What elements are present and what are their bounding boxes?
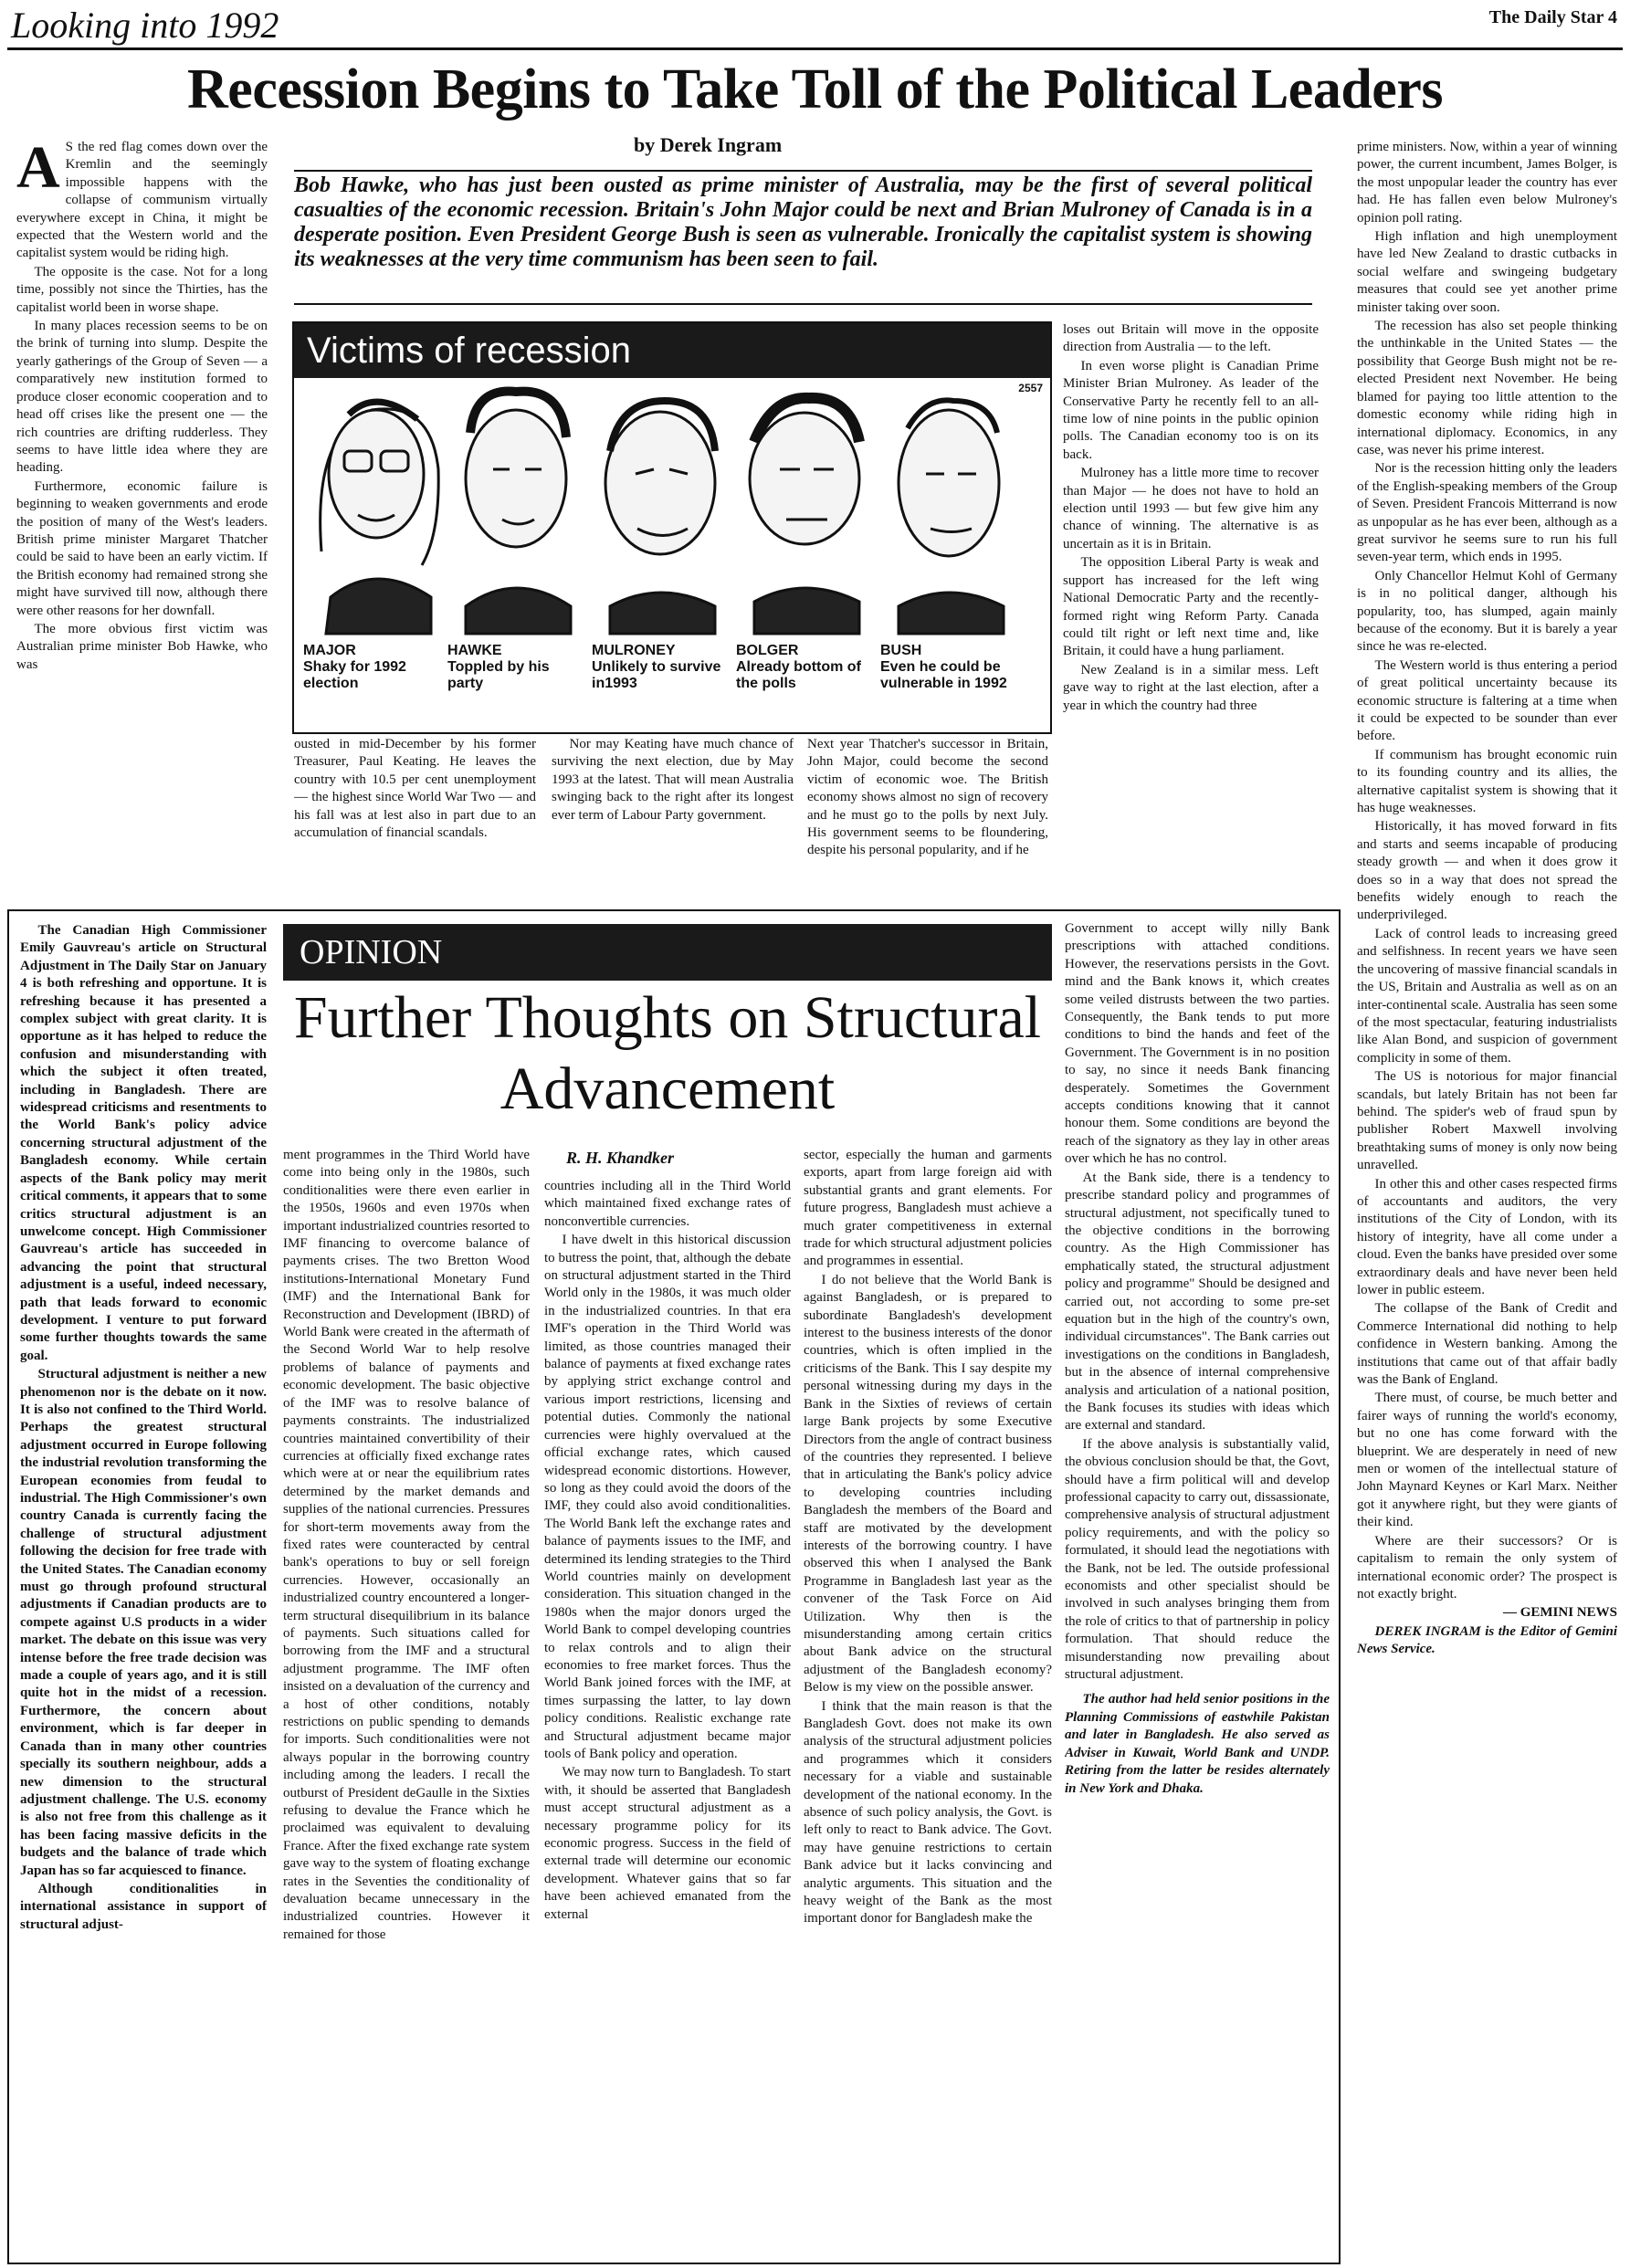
leader-status: Toppled by his party	[447, 659, 550, 691]
paragraph: If the above analysis is substantially valid, the obvious conclusion should be that, the Govt, should have a firm political will and develop professional capacity to carry out, dissassionate, comprehensive analysis of structural adjustment policy requirements, and with the policy so formulated, it should lead the negotiations with the Bank, not be led. The outside professional economists and other specialist should be involved in such analyses bringing them from the role of critics to that of partnership in policy formulation. That should reduce the misunderstanding now prevailing about structural adjustment.	[1065, 1436, 1330, 1683]
leader-caption	[592, 643, 729, 692]
paragraph: Nor may Keating have much chance of surviving the next election, due by May 1993 at the latest. That will mean Australia swinging back to the right after its longest ever term of Labour Party government.	[552, 737, 794, 823]
paragraph: New Zealand is in a similar mess. Left gave way to right at the last election, after a year in which the country had three	[1063, 662, 1319, 713]
paragraph: If communism has brought economic ruin to its founding country and its allies, the alternative capitalist system is showing that it has huge weaknesses.	[1357, 747, 1617, 816]
paragraph: The opposite is the case. Not for a long time, possibly not since the Thirties, has the capitalist world been in worse shape.	[16, 264, 268, 315]
article-column-1	[16, 139, 268, 887]
article-column-4	[1063, 321, 1319, 906]
paragraph: prime ministers. Now, within a year of winning power, the current incumbent, James Bolger, is the most unpopular leader the country has ever had. He has fallen even below Mulroney's opinion poll rating.	[1357, 140, 1617, 226]
leader-caption	[303, 643, 440, 692]
standfirst-rule-bottom	[294, 303, 1312, 305]
paragraph: The opposition Liberal Party is weak and support has increased for the left wing National Democratic Party and the recently-formed right wing Reform Party. Canada could tilt right or left next time and, like Britain, it could have a hung parliament.	[1063, 555, 1319, 659]
leader-name: BUSH	[880, 643, 922, 658]
author-bio: DEREK INGRAM is the Editor of Gemini News Service.	[1357, 1623, 1617, 1657]
paragraph: Nor is the recession hitting only the leaders of the English-speaking members of the Group of Seven. President Francois Mitterrand is now as unpopular as he has ever been, although as a great survivor he seems sure to run his full seven-year term, which ends in 1995.	[1357, 461, 1617, 565]
paragraph: S the red flag comes down over the Kremlin and the seemingly impossible happens with the collapse of communism virtually everywhere except in China, it might be expected that the Western world and the capitalist system would be riding high.	[16, 140, 268, 261]
caricature-mulroney	[605, 401, 715, 634]
paragraph: ment programmes in the Third World have come into being only in the 1980s, such conditionalities were there even earlier in the 1950s, 1960s and even 1970s when important industrialized countries resorted to IMF financing to overcome balance of payments crises. The two Bretton Wood institutions-International Monetary Fund (IMF) and the International Bank for Reconstruction and Development (IBRD) of World Bank were created in the aftermath of the Second World War to help resolve problems of balance of payments and economic development. The basic objective of the IMF was to resolve balance of payments constraints. The industrialized countries maintained convertibility of their currencies at officially fixed exchange rates which were at or near the equilibrium rates determined by the market demands and supplies of the national currencies. Pressures for short-term movements away from the fixed rates were counteracted by central bank's operations to buy or sell foreign currencies. However, occasionally an industrialized country encountered a longer-term structural disequilibrium in its balance of payments. Such situations called for borrowing from the IMF and a structural adjustment programme. The IMF often insisted on a devaluation of the currency and a host of other conditions, notably restrictions on public spending to demands for imports. Such conditionalities were not always popular in the borrowing country including among the leaders. I recall the outburst of President deGaulle in the Sixties refusing to devalue the France which he proclaimed was equivalent to devaluing France. After the fixed exchange rate system gave way to the system of floating exchange rates in the Seventies the conditionality of devaluation became unnecessary in the industrialized countries. However it remained for those	[283, 1148, 530, 1942]
opinion-title: Further Thoughts on Structural Advancement	[293, 984, 1042, 1122]
panel-title: Victims of recession	[294, 323, 1050, 378]
leader-name: MULRONEY	[592, 643, 676, 658]
opinion-column-4	[804, 1147, 1052, 2259]
paragraph: There must, of course, be much better and fairer ways of running the world's economy, but no one has come forward with the blueprint. We are desperately in need of new men or women of the intellectual stature of John Maynard Keynes or Karl Marx. Neither got it anywhere right, but they were giants of their kind.	[1357, 1391, 1617, 1530]
leader-name: HAWKE	[447, 643, 502, 658]
paragraph: The Canadian High Commissioner Emily Gauvreau's article on Structural Adjustment in The Daily Star on January 4 is both refreshing and opportune. It is refreshing because it has presented a complex subject with great clarity. It is opportune as it has helped to reduce the confusion and misunderstanding with which the subject it often treated, including in Bangladesh. There are widespread criticisms and resentments to the World Bank's policy advice concerning structural adjustment of the Bangladesh economy. While certain aspects of the Bank policy may merit critical comments, it appears that to some critics structural adjustment is an unwelcome concept. High Commissioner Gauvreau's article has succeeded in advancing the point that structural adjustment is a useful, indeed necessary, path that leads forward to economic development. I venture to put forward some further thoughts towards the same goal.	[20, 923, 267, 1363]
paragraph: loses out Britain will move in the opposite direction from Australia — to the left.	[1063, 322, 1319, 355]
leader-caption	[447, 643, 584, 692]
leader-name: BOLGER	[736, 643, 799, 658]
paragraph: In even worse plight is Canadian Prime Minister Brian Mulroney. As leader of the Conservative Party he recently fell to an all-time low of nine points in the public opinion polls. The Canadian economy too is on its back.	[1063, 358, 1319, 462]
caricature-major	[321, 402, 439, 634]
paragraph: Historically, it has moved forward in fits and starts and seems incapable of producing steady growth — and when it does grow it does so in a way that does not spread the benefits widely enough to reach the underprivileged.	[1357, 819, 1617, 923]
opinion-column-5	[1065, 920, 1330, 2259]
paragraph: In other this and other cases respected firms of accountants and auditors, the very institutions of the City of London, with its history of integrity, have all come under a cloud. Even the banks have presided over some extraordinary deals and have never been held lower in public esteem.	[1357, 1176, 1617, 1297]
paragraph: Where are their successors? Or is capitalism to remain the only system of international economic order? The prospect is not exactly bright.	[1357, 1533, 1617, 1601]
caricature-bolger	[750, 398, 859, 634]
paragraph: I think that the main reason is that the Bangladesh Govt. does not make its own analysis of the structural adjustment policies and programmes which it considers necessary for a viable and sustainable development of the national economy. In the absence of such policy analysis, the Govt. is left only to react to Bank advice. The Govt. may have genuine restrictions to certain Bank advice but it lacks convincing and analytic arguments. This situation and the heavy weight of the Bank as the most important donor for Bangladesh make the	[804, 1698, 1052, 1927]
top-rule	[7, 47, 1623, 50]
paragraph: Government to accept willy nilly Bank prescriptions with attached conditions. However, the reservations persists in the Govt. mind and the Bank knows it, which creates some veiled distrusts between the two parties. Consequently, the Bank tends to put more conditions to bind the hands and feet of the Government. The Government is in no position to say, no since it needs Bank financing desperately. Sometimes the Government accepts conditions knowing that it cannot honour them. Some conditions are beyond the reach of the signatory as they lay in other areas over which he has no control.	[1065, 921, 1330, 1167]
paragraph: I have dwelt in this historical discussion to butress the point, that, although the debate on structural adjustment started in the Third World only in the 1980s, it was much older in the industrialized countries. In that era IMF's operation in the Third World was limited, as those countries managed their balance of payments at fixed exchange rates by applying strict exchange control and various import restrictions, licensing and potential duties. Commonly the national currencies were highly overvalued at the official exchange rates, which caused widespread economic distortions. However, so long as they could avoid the doors of the IMF, they could also avoid conditionalities. The World Bank left the exchange rates and balance of payments issues to the IMF, and determined its lending strategies to the Third World countries mainly on development consideration. This situation changed in the 1980s when the major donors urged the World Bank to compel developing countries to relax controls and to align their economies to free market forces. Thus the World Bank joined forces with the IMF, at times surpassing the latter, to lay down policy conditions. Realistic exchange rate and Structural adjustment became major tools of Bank policy and operation.	[544, 1233, 791, 1761]
paragraph: Furthermore, economic failure is beginning to weaken governments and erode the position of many of the West's leaders. British prime minister Margaret Thatcher could be said to have been an early victim. If the British economy had remained strong she might have survived till now, although there were other reasons for her downfall.	[16, 478, 268, 618]
leader-caption	[880, 643, 1043, 692]
main-headline: Recession Begins to Take Toll of the Political Leaders	[187, 58, 1443, 121]
caricature-hawke	[466, 392, 571, 634]
leader-status: Shaky for 1992 election	[303, 659, 406, 691]
paragraph: High inflation and high unemployment have led New Zealand to drastic cutbacks in social welfare and swingeing budgetary measures that could see yet another prime minister taking over soon.	[1357, 229, 1617, 315]
caricature-bush	[899, 400, 1004, 634]
section-masthead: Looking into 1992	[11, 5, 279, 46]
opinion-column-1	[20, 922, 267, 2257]
leader-name: MAJOR	[303, 643, 356, 658]
leader-caption	[736, 643, 873, 692]
opinion-label: OPINION	[283, 924, 1052, 981]
paragraph: In many places recession seems to be on the brink of turning into slump. Despite the yearly gatherings of the Group of Seven — a comparatively new institution formed to produce closer economic cooperation and to head off crises like the present one — the rich countries are drifting rudderless. They seems to have little idea where they are heading.	[16, 319, 268, 476]
article-byline: by Derek Ingram	[634, 133, 783, 156]
leader-status: Unlikely to survive in1993	[592, 659, 721, 691]
victims-panel	[292, 321, 1052, 734]
article-column-5	[1357, 139, 1617, 2262]
paragraph: Only Chancellor Helmut Kohl of Germany is in no political danger, although his popularity, too, has slumped, again mainly because of the economy. But it is barely a year since he was re-elected.	[1357, 568, 1617, 655]
paragraph: The collapse of the Bank of Credit and Commerce International did nothing to help confidence in Western banking. Among the institutions that came out of that affair badly was the Bank of England.	[1357, 1301, 1617, 1388]
opinion-byline: R. H. Khandker	[566, 1149, 675, 1167]
paragraph: sector, especially the human and garments exports, apart from large foreign aid with substantial grants and grant elements. For future progress, Bangladesh must achieve a much grater competitiveness in external trade for which structural adjustment policies and programmes in essential.	[804, 1148, 1052, 1269]
standfirst-rule-top	[294, 170, 1312, 172]
paragraph: We may now turn to Bangladesh. To start with, it should be asserted that Bangladesh must accept structural adjustment as a necessary programme policy for its economic progress. Success in the field of external trade will determine our economic development. Whatever gains that so far have been achieved emanated from the external	[544, 1765, 791, 1922]
opinion-column-2	[283, 1147, 530, 2259]
opinion-column-3	[544, 1178, 791, 2259]
paragraph: The US is notorious for major financial scandals, but lately Britain has not been far behind. The spider's web of fraud spun by publisher Robert Maxwell involving breathtaking sums of money is only now being unravelled.	[1357, 1069, 1617, 1173]
article-column-2	[294, 736, 536, 902]
paragraph: Next year Thatcher's successor in Britain, John Major, could become the second victim of economic woe. The British economy shows almost no sign of recovery and he must go to the polls by next July. His government seems to be floundering, despite his personal popularity, and if he	[807, 737, 1048, 858]
paragraph: The recession has also set people thinking the unthinkable in the United States — the possibility that George Bush might not be re-elected President next November. He being blamed for paying too little attention to the domestic economy while riding high in international diplomacy. Economics, in any case, was never his prime interest.	[1357, 319, 1617, 457]
author-bio: The author had held senior positions in the Planning Commissions of eastwhile Pakistan and later in Bangladesh. He also served as Adviser in Kuwait, World Bank and UNDP. Retiring from the latter be resides alternately in New York and Dhaka.	[1065, 1692, 1330, 1796]
article-column-3	[552, 736, 794, 902]
signoff: — GEMINI NEWS	[1502, 1605, 1617, 1621]
paragraph: I do not believe that the World Bank is against Bangladesh, or is prepared to subordinate Bangladesh's development interest to the business interests of the donor countries, which is often implied in the criticisms of the Bank. This I say despite my personal witnessing during my days in the Bank in the Sixties of reviews of certain large Bank projects by some Executive Directors from the angle of contract business of the countries they represented. I believe that in articulating the Bank's policy advice to developing countries including Bangladesh the members of the Board and staff are motivated by the development interests of the borrowing country. I have observed this when I analysed the Bank Programme in Bangladesh last year as the convener of the Task Force on Aid Utilization. Why then is the misunderstanding among certain critics about Bank advice on the structural adjustment of the Bangladesh economy? Below is my view on the possible answer.	[804, 1272, 1052, 1696]
paragraph: Structural adjustment is neither a new phenomenon nor is the debate on it now. It is also not confined to the Third World. Perhaps the greatest structural adjustment occurred in Europe following the industrial revolution transforming the European economies from feudal to industrial. The High Commissioner's own country Canada is currently facing the challenge of structural adjustment following the decision for free trade with the United States. The Canadian economy must go through profound structural adjustments if Canadian products are to compete against U.S products in a wider market. The debate on this issue was very intense before the free trade decision was made a couple of years ago, and it is still quite hot in the midst of a recession. Furthermore, the concern about environment, which is far deeper in Canada than in many other countries specially its southern neighbour, adds a new dimension to the structural adjustment challenge. The U.S. economy is also not free from this challenge as it has been facing massive deficits in the budgets and the balance of trade which Japan has so far acquiesced to finance.	[20, 1367, 267, 1878]
paragraph: Lack of control leads to increasing greed and selfishness. In recent years we have seen the uncovering of massive financial scandals in the US, Britain and Australia as well as on an inter-continental scale. Australia has seen some of the most spectacular, featuring industrialists like Alan Bond, and suspicion of government complicity in some of them.	[1357, 926, 1617, 1066]
paragraph: At the Bank side, there is a tendency to prescribe standard policy and programmes of structural adjustment, not specifically tuned to the objective conditions in the borrowing country. As the High Commissioner has emphatically stated, the structural adjustment policy and programme" Should be designed and carried out, not according to some pre-set equation but in the high of the country's own, individual circumstances". The Bank carries out investigations on the conditions in Bangladesh, but in the absence of internal comprehensive analysis and articulation of a national position, the Bank focuses its studies with ideas which are external and standard.	[1065, 1170, 1330, 1433]
paragraph: The more obvious first victim was Australian prime minister Bob Hawke, who was	[16, 621, 268, 672]
drop-cap: A	[16, 139, 60, 201]
paragraph: The Western world is thus entering a period of great political uncertainty because its economic structure is faltering at a time when it could be expected to be sounder than ever before.	[1357, 657, 1617, 744]
standfirst: Bob Hawke, who has just been ousted as prime minister of Australia, may be the first of several political casualties of the economic recession. Britain's John Major could be next and Brian Mulroney of Canada is in a desperate position. Even President George Bush is seen as vulnerable. Ironically the capitalist system is showing its weaknesses at the very time communism has been seen to fail.	[294, 173, 1312, 271]
paragraph: countries including all in the Third World which maintained fixed exchange rates of nonconvertible currencies.	[544, 1179, 791, 1229]
publication-folio: The Daily Star 4	[1488, 7, 1617, 27]
paragraph: ousted in mid-December by his former Treasurer, Paul Keating. He leaves the country with 10.5 per cent unemployment — the highest since World War Two — and his fall was at lest also in part due to an accumulation of financial scandals.	[294, 737, 536, 841]
leader-status: Already bottom of the polls	[736, 659, 861, 691]
paragraph: Mulroney has a little more time to recover than Major — he does not have to hold an election until 1993 — but few give him any chance of winning. The alternative is as uncertain as it is in Britain.	[1063, 466, 1319, 551]
panel-number: 2557	[1018, 382, 1043, 394]
paragraph: Although conditionalities in international assistance in support of structural adjust-	[20, 1881, 267, 1932]
leader-status: Even he could be vulnerable in 1992	[880, 659, 1007, 691]
article-column-3b	[807, 736, 1048, 902]
